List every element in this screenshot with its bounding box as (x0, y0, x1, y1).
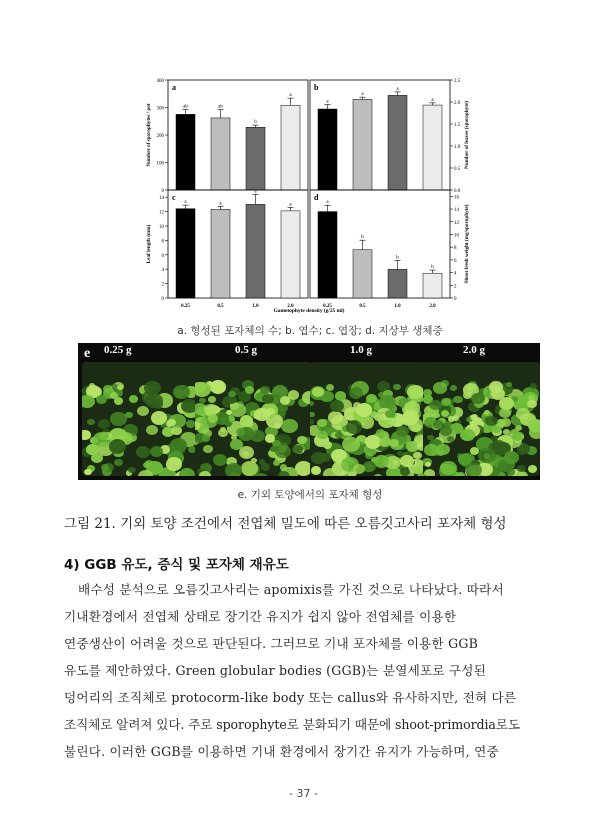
panel-b-sig-label: a (396, 86, 399, 92)
fern-leaf (82, 430, 91, 440)
panel-d-ytick-label: 12 (454, 220, 459, 226)
panel-d-ytick-label: 4 (454, 271, 457, 277)
fern-leaf (396, 426, 409, 437)
fern-leaf (527, 400, 537, 408)
panel-c-bar (211, 209, 230, 298)
fern-leaf (379, 437, 390, 446)
fern-leaf (166, 457, 182, 471)
paragraph-line: 유도를 제안하였다. Green globular bodies (GGB)는 분열세포로 구성된 (64, 663, 486, 678)
fern-leaf (245, 386, 254, 394)
panel-a-sig-label: b (254, 120, 257, 126)
fern-leaf (326, 384, 334, 391)
fern-leaf (146, 425, 158, 435)
fern-leaf (528, 419, 540, 432)
panel-c-bar (281, 211, 300, 298)
panel-b-ytick-label: 1.0 (454, 145, 461, 150)
panel-d-ytick-label: 0 (454, 297, 457, 302)
fern-leaf (457, 472, 465, 476)
panel-c-letter: c (172, 193, 176, 202)
fern-leaf (247, 422, 253, 427)
panel-a-ytick-label: 400 (156, 79, 164, 84)
fern-leaf (489, 381, 503, 393)
panel-a-ytick-label: 300 (156, 106, 164, 112)
fern-leaf (323, 468, 338, 476)
fern-leaf (413, 452, 422, 459)
panel-d-bar (353, 250, 372, 298)
paragraph-line: 배수성 분석으로 오름깃고사리는 apomixis를 가진 것으로 나타났다. 따라서 (78, 582, 504, 597)
fern-leaf (353, 464, 365, 474)
fern-leaf (129, 395, 138, 403)
fern-leaf (310, 401, 314, 407)
fern-leaf (471, 414, 479, 420)
panel-b-bar (318, 109, 337, 190)
fern-leaf (528, 465, 537, 473)
fern-leaf (440, 461, 457, 475)
fern-leaf (499, 397, 514, 410)
fern-leaf (195, 382, 211, 397)
panel-d-xtick-label: 1.0 (394, 304, 401, 309)
paragraph-line: 연중생산이 어려울 것으로 판단된다. 그러므로 기내 포자체를 이용한 GGB (64, 636, 479, 651)
fern-leaf (136, 446, 150, 458)
fern-leaf (448, 416, 455, 422)
paragraph-line: 조직체로 알려져 있다. 주로 sporophyte로 분화되기 때문에 shoot-primordia로도 (64, 717, 520, 732)
fern-leaf (280, 396, 291, 405)
panel-a-sig-label: ab (218, 104, 223, 110)
fern-leaf (96, 395, 107, 404)
fern-leaf (179, 468, 195, 476)
panel-d-xtick-label: 0.25 (323, 304, 332, 309)
panel-a-ylabel: Number of sporophytes / pot (146, 103, 152, 167)
paragraph-line: 불린다. 이러한 GGB를 이용하면 기내 환경에서 장기간 유지가 가능하며, 연중 (64, 744, 499, 759)
panel-b-sig-label: a (431, 97, 434, 103)
fern-leaf (173, 385, 190, 399)
fern-leaf (519, 444, 530, 453)
fern-leaf (254, 408, 270, 421)
panel-b-ytick-label: 0.0 (454, 189, 461, 194)
panel-b-ytick-label: 0.5 (454, 167, 461, 172)
fern-leaf (376, 429, 385, 437)
fern-leaf (467, 384, 475, 391)
fern-leaf (317, 431, 327, 440)
panel-d-bar (318, 212, 337, 298)
fern-leaf (504, 451, 520, 464)
panel-c-ytick-label: 6 (161, 253, 164, 259)
caption-e: e. 기외 토양에서의 포자체 형성 (237, 489, 383, 501)
fern-leaf (98, 419, 110, 429)
panel-d-ytick-label: 6 (454, 258, 457, 264)
fern-leaf (199, 471, 210, 476)
panel-d-ytick-label: 10 (454, 233, 459, 239)
fern-leaf (400, 455, 415, 467)
panel-d-ytick-label: 14 (454, 208, 459, 214)
panel-c-xtick-label: 0.25 (181, 304, 190, 309)
fern-leaf (250, 430, 265, 443)
fern-leaf (335, 391, 347, 401)
panel-c-ylabel: Leaf length (mm) (146, 224, 152, 264)
fern-leaf (262, 394, 274, 404)
fern-leaf (186, 420, 195, 428)
panel-c-sig-label: a (254, 189, 257, 195)
fern-leaf (425, 462, 431, 467)
fern-leaf (423, 389, 432, 397)
pot-density-label: 0.25 g (104, 344, 132, 356)
fern-leaf (167, 419, 175, 426)
panel-b-letter: b (314, 83, 319, 92)
fern-leaf (512, 432, 523, 441)
fern-leaf (450, 385, 457, 391)
panel-d-letter: d (314, 193, 319, 202)
fern-leaf (279, 404, 288, 412)
fern-leaf (150, 446, 163, 457)
panel-d-sig-label: b (431, 265, 434, 271)
fern-leaf (82, 395, 95, 409)
fern-leaf (225, 463, 242, 476)
pot-photo (195, 362, 312, 476)
fern-leaf (471, 393, 484, 404)
panel-a-bar (246, 127, 265, 190)
panel-c-ytick-label: 2 (161, 282, 164, 288)
fern-leaf (433, 420, 444, 429)
panel-c-ytick-label: 10 (159, 225, 164, 230)
fern-leaf (363, 461, 376, 472)
panel-c-ytick-label: 4 (161, 268, 164, 274)
fern-leaf (202, 435, 210, 442)
fern-leaf (437, 450, 444, 456)
panel-d-ytick-label: 16 (454, 195, 459, 201)
panel-d-ytick-label: 2 (454, 284, 457, 290)
fern-leaf (517, 465, 526, 473)
page-number: - 37 - (289, 787, 318, 800)
fern-leaf (109, 439, 126, 454)
fern-leaf (385, 410, 395, 418)
pot-photo (82, 362, 199, 476)
photo-panel-letter: e (84, 346, 91, 361)
panel-d-bar (388, 269, 407, 298)
panel-a-bar (281, 105, 300, 190)
panel-d-xtick-label: 0.5 (359, 304, 366, 309)
panel-d-sig-label: b (361, 235, 364, 241)
fern-leaf (498, 472, 506, 476)
fern-leaf (429, 400, 442, 411)
fern-leaf (138, 470, 153, 476)
fern-leaf (114, 459, 123, 466)
fern-leaf (393, 384, 400, 390)
panel-d-bar (423, 273, 442, 298)
fern-leaf (433, 382, 447, 394)
panel-c-xtick-label: 0.5 (217, 304, 224, 309)
panel-c-ytick-label: 12 (159, 210, 164, 216)
panel-d-ytick-label: 8 (454, 246, 457, 252)
panel-d-ylabel: Shoot fresh weight (mg/sporophyte) (464, 204, 470, 284)
fern-leaf (236, 428, 245, 436)
paragraph-line: 덩어리의 조직체로 protocorm-like body 또는 callus와 유사하지만, 전혀 다른 (64, 690, 517, 705)
fern-leaf (208, 396, 216, 403)
fern-leaf (99, 432, 109, 440)
fern-leaf (460, 429, 475, 442)
x-axis-label: Gametophyte density (g/25 ml) (273, 308, 345, 314)
fern-leaf (125, 412, 132, 418)
fern-leaf (485, 416, 497, 426)
fern-leaf (323, 441, 332, 449)
panel-d-xtick-label: 2.0 (429, 304, 436, 309)
fern-leaf (356, 403, 372, 417)
figure-title: 그림 21. 기외 토양 조건에서 전엽체 밀도에 따른 오름깃고사리 포자체 형성 (64, 516, 507, 532)
fern-leaf (447, 436, 454, 442)
fern-leaf (317, 419, 327, 427)
fern-leaf (349, 387, 363, 399)
panel-a-sig-label: a (289, 93, 292, 99)
pot-density-label: 1.0 g (350, 344, 372, 356)
panel-b-ytick-label: 2.0 (454, 101, 461, 106)
fern-leaf (400, 468, 409, 476)
fern-leaf (501, 418, 511, 426)
fern-leaf (260, 386, 270, 394)
fern-leaf (311, 466, 321, 475)
panel-c-ytick-label: 8 (161, 239, 164, 245)
paragraph-line: 기내환경에서 전엽체 상태로 장기간 유지가 쉽지 않아 전엽체를 이용한 (64, 609, 457, 624)
fern-leaf (203, 445, 213, 454)
fern-leaf (330, 400, 344, 412)
fern-leaf (275, 445, 291, 459)
fern-leaf (374, 474, 381, 476)
fern-leaf (424, 444, 438, 455)
panel-c-sig-label: a (289, 202, 292, 208)
fern-leaf (297, 436, 307, 444)
fern-leaf (151, 411, 167, 425)
fern-leaf (213, 454, 227, 466)
panel-c-ytick-label: 14 (159, 196, 164, 202)
caption-abcd: a. 형성된 포자체의 수; b. 엽수; c. 엽장; d. 지상부 생체중 (177, 325, 443, 337)
panel-c-xtick-label: 2.0 (287, 304, 294, 309)
pot-density-label: 0.5 g (235, 344, 257, 356)
panel-c-bar (246, 204, 265, 298)
fern-leaf (265, 434, 275, 443)
fern-leaf (137, 406, 149, 416)
panel-d-sig-label: b (396, 255, 399, 261)
panel-a-letter: a (172, 83, 176, 92)
fern-leaf (241, 461, 258, 476)
panel-a-bar (211, 118, 230, 190)
fern-leaf (335, 432, 342, 438)
fern-leaf (84, 469, 91, 475)
photo-panel (78, 343, 540, 480)
panel-a-ytick-label: 200 (156, 134, 164, 139)
panel-b-sig-label: a (361, 92, 364, 98)
fern-leaf (228, 391, 236, 398)
pot-density-label: 2.0 g (463, 344, 485, 356)
panel-b-sig-label: a (326, 99, 329, 105)
fern-leaf (471, 470, 478, 476)
fern-leaf (101, 464, 109, 471)
fern-leaf (346, 420, 362, 434)
panel-b-ytick-label: 2.5 (454, 79, 461, 84)
panel-d-sig-label: a (326, 200, 329, 206)
panel-b-bar (388, 95, 407, 190)
panel-c-bar (176, 209, 195, 298)
fern-leaf (87, 419, 95, 426)
fern-leaf (310, 412, 315, 417)
fern-leaf (393, 460, 399, 465)
fern-leaf (128, 467, 136, 474)
fern-leaf (311, 452, 325, 464)
section-heading: 4) GGB 유도, 증식 및 포자체 재유도 (64, 557, 289, 573)
fern-leaf (478, 448, 495, 463)
panel-a-ytick-label: 0 (161, 189, 164, 194)
fern-leaf (273, 460, 281, 466)
fern-leaf (453, 396, 462, 404)
panel-c-sig-label: a (219, 201, 222, 207)
panel-b-ytick-label: 1.5 (454, 123, 461, 128)
fern-leaf (86, 444, 98, 455)
pot-photo (310, 362, 427, 476)
panel-a-sig-label: ab (183, 104, 188, 110)
panel-b-ylabel: Number of leaves (sporophyte) (464, 101, 470, 169)
panel-c-sig-label: a (184, 200, 187, 206)
fern-leaf (424, 469, 435, 476)
pot-photo (423, 362, 540, 476)
fern-leaf (292, 445, 303, 454)
body-paragraph (64, 576, 544, 765)
fern-leaf (110, 392, 118, 399)
fern-leaf (281, 419, 298, 434)
fern-leaf (208, 414, 219, 423)
panel-b-bar (353, 99, 372, 190)
panel-a-ytick-label: 100 (156, 161, 164, 167)
panel-b-bar (423, 105, 442, 190)
bar-chart-figure (140, 76, 470, 320)
panel-c-ytick-label: 0 (161, 297, 164, 302)
panel-c-xtick-label: 1.0 (252, 304, 259, 309)
panel-a-bar (176, 114, 195, 190)
